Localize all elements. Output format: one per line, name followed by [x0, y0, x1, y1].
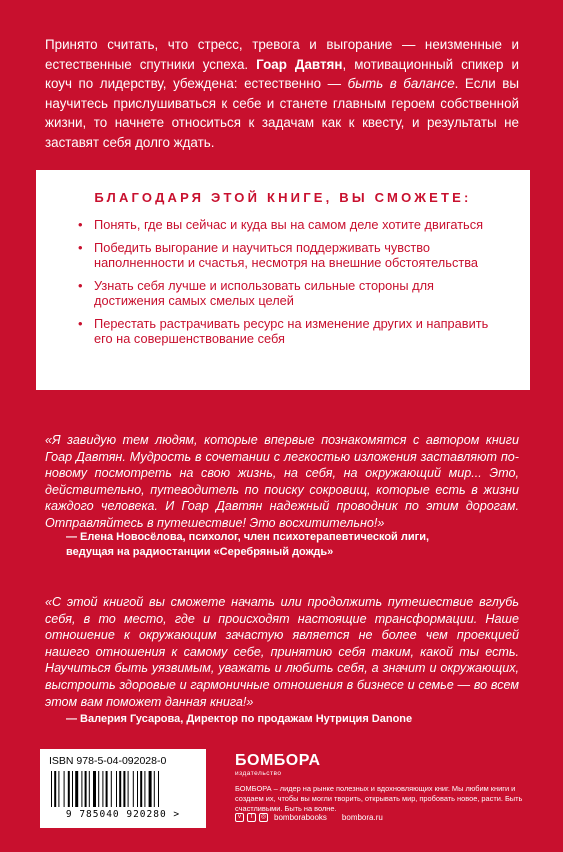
barcode-bar — [51, 771, 52, 807]
benefit-item — [78, 240, 508, 271]
benefit-text: Победить выгорание и научиться поддерживать чувство наполненности и счастья, несмотря на внешние обстоятельства — [94, 239, 478, 270]
review-attribution-1 — [66, 530, 429, 559]
barcode-bar — [149, 771, 152, 807]
barcode-bar — [133, 771, 134, 807]
barcode-bar — [116, 771, 117, 807]
barcode-bar — [123, 771, 125, 807]
barcode-bar — [54, 771, 56, 807]
barcode-bar — [128, 771, 129, 807]
benefits-title: БЛАГОДАРЯ ЭТОЙ КНИГЕ, ВЫ СМОЖЕТЕ: — [94, 190, 472, 205]
benefit-text: Узнать себя лучше и использовать сильные стороны для достижения самых смелых целей — [94, 277, 434, 308]
barcode-bar — [58, 771, 59, 807]
barcode-bar — [137, 771, 138, 807]
barcode-bar — [85, 771, 87, 807]
barcode-bar — [158, 771, 159, 807]
benefit-item — [78, 316, 508, 347]
vk-icon[interactable]: v — [235, 813, 244, 822]
barcode-bar — [81, 771, 82, 807]
benefit-text: Перестать растрачивать ресурс на изменение других и направить его на совершенствование себя — [94, 315, 489, 346]
social-handle[interactable]: bomborabooks — [274, 813, 327, 822]
benefit-item — [78, 217, 508, 233]
attribution-line: ведущая на радиостанции «Серебряный дождь» — [66, 545, 334, 558]
publisher-logo: БОМБОРА — [235, 752, 321, 769]
barcode-digits: 9 785040 920280 > — [65, 809, 181, 820]
publisher-note: БОМБОРА – лидер на рынке полезных и вдохновляющих книг. Мы любим книги и создаем их, чтобы вы могли творить, открывать мир, пробовать новое, расти. Быть счастливыми. Быть на волне. — [235, 784, 523, 813]
intro-text-2: , мотивационный спикер и коуч по лидерству, убеждена: естественно — — [45, 56, 519, 92]
intro-text-1: Принято считать, что стресс, тревога и выгорание — неизменные и естественные спутники успеха. — [45, 37, 519, 72]
barcode-bar — [102, 771, 103, 807]
bullet-icon: • — [78, 217, 83, 232]
benefits-panel — [36, 170, 530, 390]
bullet-icon: • — [78, 277, 83, 293]
barcode-bar — [72, 771, 73, 807]
barcode-bar — [154, 771, 155, 807]
facebook-icon[interactable]: f — [247, 813, 256, 822]
barcode-bar — [89, 771, 90, 807]
barcode-bar — [106, 771, 108, 807]
barcode-bar — [144, 771, 145, 807]
publisher-logo-subtitle: издательство — [235, 770, 282, 777]
barcode-icon — [49, 771, 197, 809]
intro-text-3: . Если вы научитесь прислушиваться к себе и станете главным героем собственной жизни, то начнете относиться к задачам как к квесту, и результаты не заставят себя долго ждать. — [45, 76, 519, 150]
attribution-line: — Елена Новосёлова, психолог, член психотерапевтической лиги, — [66, 531, 430, 543]
intro-paragraph — [45, 35, 519, 153]
author-name: Гоар Давтян — [256, 56, 343, 72]
benefits-list — [78, 217, 508, 354]
barcode-bar — [140, 771, 142, 807]
benefit-text: Понять, где вы сейчас и куда вы на самом деле хотите двигаться — [94, 217, 484, 232]
bullet-icon: • — [78, 315, 83, 331]
intro-emphasis: быть в балансе — [347, 76, 455, 92]
social-links — [235, 813, 383, 822]
publisher-website[interactable]: bombora.ru — [341, 813, 383, 822]
barcode-bar — [68, 771, 70, 807]
barcode-bar — [111, 771, 112, 807]
benefit-item — [78, 278, 508, 309]
review-quote-1: «Я завидую тем людям, которые впервые познакомятся с автором книги Гоар Давтян. Мудрость в сочетании с легкостью изложения заставляют по-новому посмотреть на свою жизнь, на себя, на окружающий мир... Это, действительно, путеводитель по поиску сокровищ, которые есть в жизни каждого человека. И Гоар Давтян надежный проводник по этим дорогам. Отправляйтесь в путешествие! Это восхитительно!» — [45, 433, 519, 530]
barcode-bar — [64, 771, 65, 807]
barcode-bar — [119, 771, 121, 807]
instagram-icon[interactable]: ◎ — [260, 814, 267, 820]
barcode-bar — [75, 771, 78, 807]
review-attribution-2 — [66, 712, 412, 727]
barcode-bar — [98, 771, 99, 807]
attribution-line: — Валерия Гусарова, Директор по продажам Нутриция Danone — [66, 713, 413, 725]
barcode-bar — [93, 771, 96, 807]
review-quote-2: «С этой книгой вы сможете начать или продолжить путешествие вглубь себя, в то место, где и происходят настоящие трансформации. Наше отношение к окружающим зачастую является не более чем проекцией нашего отношения к самому себе, принятию себя таким, какой ты есть. Научиться быть уязвимым, уважать и любить себя, а значит и окружающих, выстроить здоровые и гармоничные отношения в бизнесе и семье — во всем этом вам поможет данная книга!» — [45, 595, 519, 709]
isbn-label: ISBN 978-5-04-092028-0 — [49, 755, 167, 767]
bullet-icon: • — [78, 239, 83, 255]
barcode-box — [40, 749, 206, 828]
